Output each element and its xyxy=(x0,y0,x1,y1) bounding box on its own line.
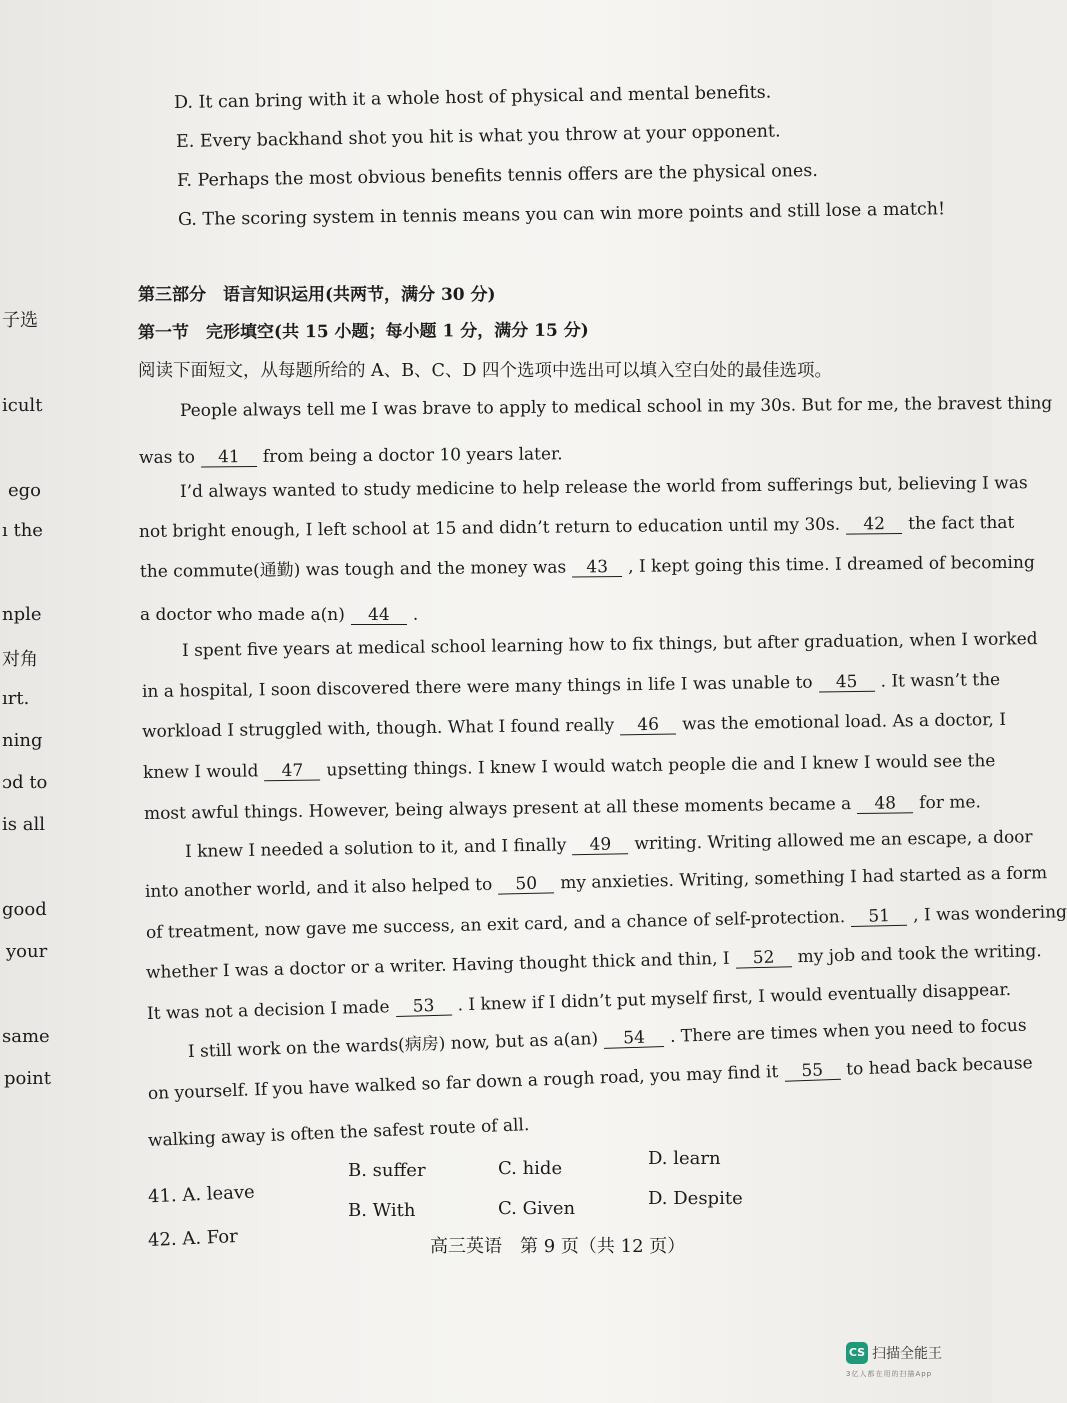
passage-line: It was not a decision I made 53 . I knew if I didn’t put myself first, I would eventually disappear. xyxy=(146,979,1012,1024)
margin-fragment: icult xyxy=(2,395,43,416)
passage-line: I knew I needed a solution to it, and I finally 49 writing. Writing allowed me an escape, a door xyxy=(184,827,1033,862)
margin-fragment: ning xyxy=(2,730,43,751)
margin-fragment: is all xyxy=(2,814,45,835)
option-f: F. Perhaps the most obvious benefits tennis offers are the physical ones. xyxy=(176,160,818,191)
blank-54: 54 xyxy=(604,1028,665,1049)
question-42-c: C. Given xyxy=(498,1198,576,1219)
instruction: 阅读下面短文，从每题所给的 A、B、C、D 四个选项中选出可以填入空白处的最佳选项。 xyxy=(138,361,833,381)
blank-55: 55 xyxy=(784,1061,841,1082)
question-41-a: 41. A. leave xyxy=(147,1181,256,1208)
question-41-c: C. hide xyxy=(498,1158,563,1179)
passage-line: walking away is often the safest route of all. xyxy=(147,1115,530,1151)
question-41-d: D. learn xyxy=(648,1148,721,1169)
passage-line: whether I was a doctor or a writer. Having thought thick and thin, I 52 my job and took the writing. xyxy=(145,941,1042,983)
blank-42: 42 xyxy=(846,515,902,535)
blank-48: 48 xyxy=(857,794,913,814)
passage-line: People always tell me I was brave to apply to medical school in my 30s. But for me, the bravest thing xyxy=(179,393,1053,421)
blank-45: 45 xyxy=(818,673,874,693)
margin-fragment: good xyxy=(2,899,47,920)
margin-fragment: ego xyxy=(8,480,42,501)
blank-49: 49 xyxy=(572,835,628,855)
scanner-watermark xyxy=(846,1342,966,1388)
margin-fragment: your xyxy=(6,941,48,962)
passage-line: in a hospital, I soon discovered there were many things in life I was unable to 45 . It wasn’t the xyxy=(141,670,1001,702)
passage-line: a doctor who made a(n) 44 . xyxy=(140,605,419,625)
passage-line: into another world, and it also helped to 50 my anxieties. Writing, something I had started as a form xyxy=(144,863,1048,902)
margin-fragment: same xyxy=(2,1026,50,1047)
blank-46: 46 xyxy=(620,716,676,736)
passage-line: on yourself. If you have walked so far down a rough road, you may find it 55 to head back because xyxy=(147,1053,1033,1104)
margin-fragment: 子选 xyxy=(2,310,38,331)
blank-44: 44 xyxy=(351,606,407,625)
page-footer: 高三英语 第 9 页（共 12 页） xyxy=(430,1236,686,1257)
sub-title: 第一节 完形填空(共 15 小题；每小题 1 分，满分 15 分) xyxy=(137,320,589,343)
passage-line: I’d always wanted to study medicine to help release the world from sufferings but, believing I was xyxy=(179,473,1028,502)
blank-51: 51 xyxy=(851,907,907,927)
passage-line: workload I struggled with, though. What I found really 46 was the emotional load. As a doctor, I xyxy=(141,709,1007,742)
question-42-a: 42. A. For xyxy=(147,1226,239,1251)
watermark-name: 扫描全能王 xyxy=(872,1346,942,1362)
blank-43: 43 xyxy=(572,558,622,578)
blank-41: 41 xyxy=(201,448,257,467)
passage-line: knew I would 47 upsetting things. I knew I would watch people die and I knew I would see the xyxy=(142,751,996,783)
part-title: 第三部分 语言知识运用(共两节，满分 30 分) xyxy=(138,285,496,305)
option-g: G. The scoring system in tennis means you can win more points and still lose a match! xyxy=(177,199,946,230)
watermark-subtitle: 3亿人都在用的扫描App xyxy=(846,1370,933,1378)
question-42-b: B. With xyxy=(348,1200,416,1221)
question-42-d: D. Despite xyxy=(648,1188,743,1209)
blank-50: 50 xyxy=(498,874,554,894)
blank-53: 53 xyxy=(395,996,452,1017)
passage-line: I spent five years at medical school learning how to fix things, but after graduation, when I worked xyxy=(181,629,1038,661)
margin-fragment: nple xyxy=(2,604,42,625)
option-e: E. Every backhand shot you hit is what you throw at your opponent. xyxy=(175,121,781,152)
option-d: D. It can bring with it a whole host of physical and mental benefits. xyxy=(173,82,772,113)
passage-line: of treatment, now gave me success, an exit card, and a chance of self-protection. 51 , I was wondering xyxy=(145,902,1067,943)
margin-fragment: ɔd to xyxy=(2,772,48,793)
margin-fragment: ırt. xyxy=(2,688,30,709)
passage-line: most awful things. However, being always present at all these moments became a 48 for me. xyxy=(143,792,982,824)
passage-line: the commute(通勤) was tough and the money was 43 , I kept going this time. I dreamed of becoming xyxy=(139,552,1035,582)
margin-fragment: point xyxy=(4,1068,51,1089)
passage-line: was to 41 from being a doctor 10 years later. xyxy=(138,444,563,468)
question-41-b: B. suffer xyxy=(348,1160,426,1181)
passage-line: I still work on the wards(病房) now, but as a(an) 54 . There are times when you need to focus xyxy=(187,1015,1027,1062)
margin-fragment: ı the xyxy=(2,520,43,541)
blank-52: 52 xyxy=(735,948,791,968)
margin-fragment: 对角 xyxy=(2,649,38,670)
camscanner-logo-icon: CS xyxy=(846,1342,868,1364)
blank-47: 47 xyxy=(264,762,320,782)
passage-line: not bright enough, I left school at 15 and didn’t return to education until my 30s. 42 the fact that xyxy=(138,512,1015,542)
